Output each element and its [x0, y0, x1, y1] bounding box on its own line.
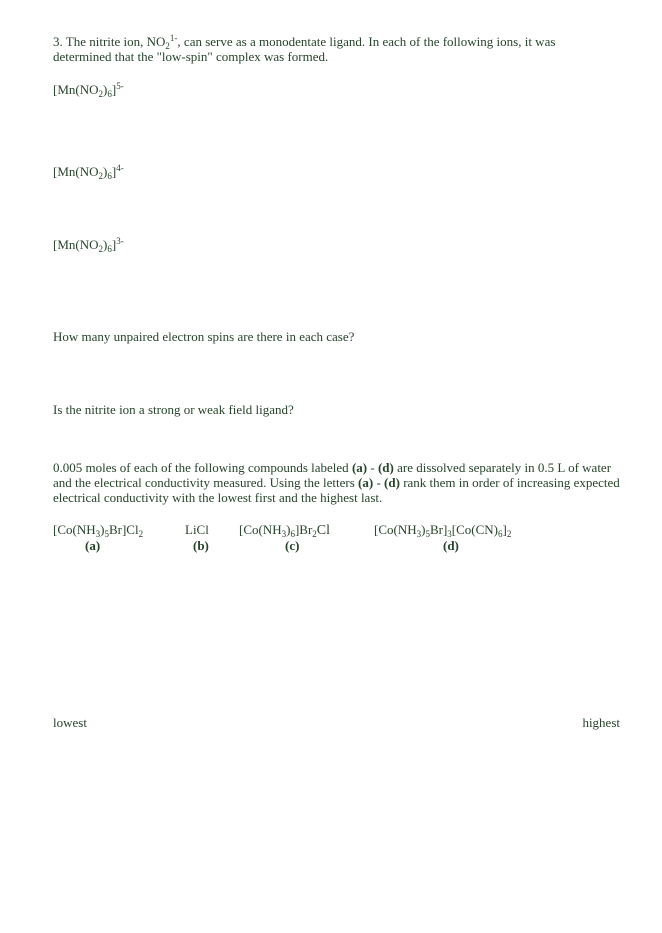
compound-a: $[Co(NH_3)_5Br]Cl_2$ [53, 522, 144, 539]
compound-c-label: (c) [285, 538, 300, 553]
question-number: 3. [53, 34, 63, 49]
rank-lowest-label: lowest [53, 715, 87, 730]
compound-d: $[Co(NH_3)_5Br]_3[Co(CN)_6]_2$ [374, 522, 512, 539]
question-unpaired-spins: How many unpaired electron spins are there in each case? [53, 329, 355, 344]
compound-c: $[Co(NH_3)_6]Br_2Cl$ [239, 522, 331, 539]
ion-mn-4minus: $[Mn(NO_2)_6]^{4-}$ [53, 163, 124, 181]
rank-highest-label: highest [582, 715, 620, 730]
ion-mn-3minus: $[Mn(NO_2)_6]^{3-}$ [53, 236, 124, 254]
compound-b: LiCl [185, 522, 209, 537]
compound-d-label: (d) [443, 538, 459, 553]
question-conductivity: 0.005 moles of each of the following compounds labeled (a) - (d) are dissolved separately in 0.5 L of water and the electrical conductivity measured. Using the letters (a) - (d) rank them in order of increasing expected electrical conductivity with the lowest first and the highest last. [53, 460, 620, 505]
question-3-text: 3. The nitrite ion, $NO_2^{1-}$, can serve as a monodentate ligand. In each of the following ions, it was determined that the "low-spin" complex was formed. [53, 33, 556, 64]
ion-mn-5minus: $[Mn(NO_2)_6]^{5-}$ [53, 81, 124, 99]
question-field-strength: Is the nitrite ion a strong or weak field ligand? [53, 402, 294, 417]
compound-a-label: (a) [85, 538, 101, 553]
compound-b-label: (b) [193, 538, 209, 553]
